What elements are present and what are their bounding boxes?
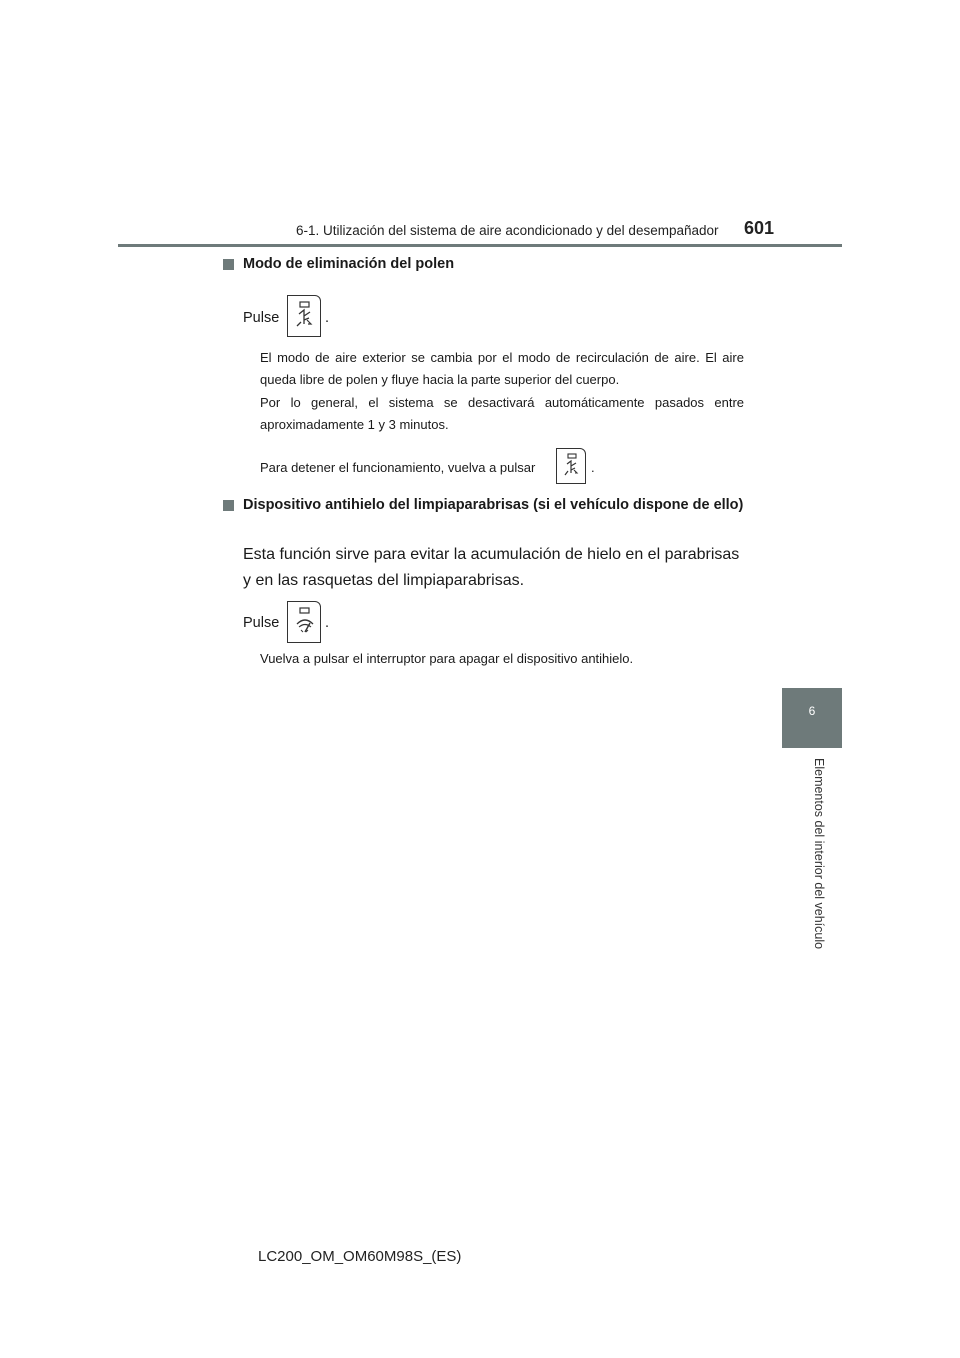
section-heading-deicer: Dispositivo antihielo del limpiaparabrisas (si el vehículo dispone de ello) (243, 497, 744, 513)
pollen-removal-button-icon-inline (556, 448, 586, 484)
chapter-tab (782, 688, 842, 748)
wiper-deicer-button-icon (287, 601, 321, 643)
chapter-number: 6 (808, 704, 816, 718)
pollen-note-stop-prefix: Para detener el funcionamiento, vuelva a pulsar (260, 460, 536, 475)
deicer-description: Esta función sirve para evitar la acumulación de hielo en el parabrisas y en las rasquetas del limpiaparabrisas. (243, 546, 740, 589)
section-heading-pollen: Modo de eliminación del polen (243, 256, 455, 272)
chapter-label: Elementos del interior del vehículo (812, 758, 826, 950)
section-bullet-icon (223, 500, 234, 511)
deicer-instruction-suffix: . (325, 615, 330, 631)
pollen-removal-button-icon (287, 295, 321, 337)
deicer-instruction-prefix: Pulse (243, 615, 280, 631)
deicer-note: Vuelva a pulsar el interruptor para apagar el dispositivo antihielo. (260, 651, 634, 666)
pollen-note-auto-off: Por lo general, el sistema se desactivará automáticamente pasados entre aproximadamente 1 y 3 minutos. (260, 395, 744, 432)
section-bullet-icon (223, 259, 234, 270)
pollen-note-stop-suffix: . (591, 460, 595, 475)
running-header-title: 6-1. Utilización del sistema de aire acondicionado y del desempañador (296, 223, 719, 238)
pollen-instruction-suffix: . (325, 310, 330, 326)
pollen-instruction-prefix: Pulse (243, 310, 280, 326)
header-rule (118, 244, 842, 247)
pollen-note-mode: El modo de aire exterior se cambia por el modo de recirculación de aire. El aire queda libre de polen y fluye hacia la parte superior del cuerpo. (260, 350, 744, 387)
manual-code: LC200_OM_OM60M98S_(ES) (258, 1248, 462, 1265)
page-number: 601 (744, 218, 775, 238)
